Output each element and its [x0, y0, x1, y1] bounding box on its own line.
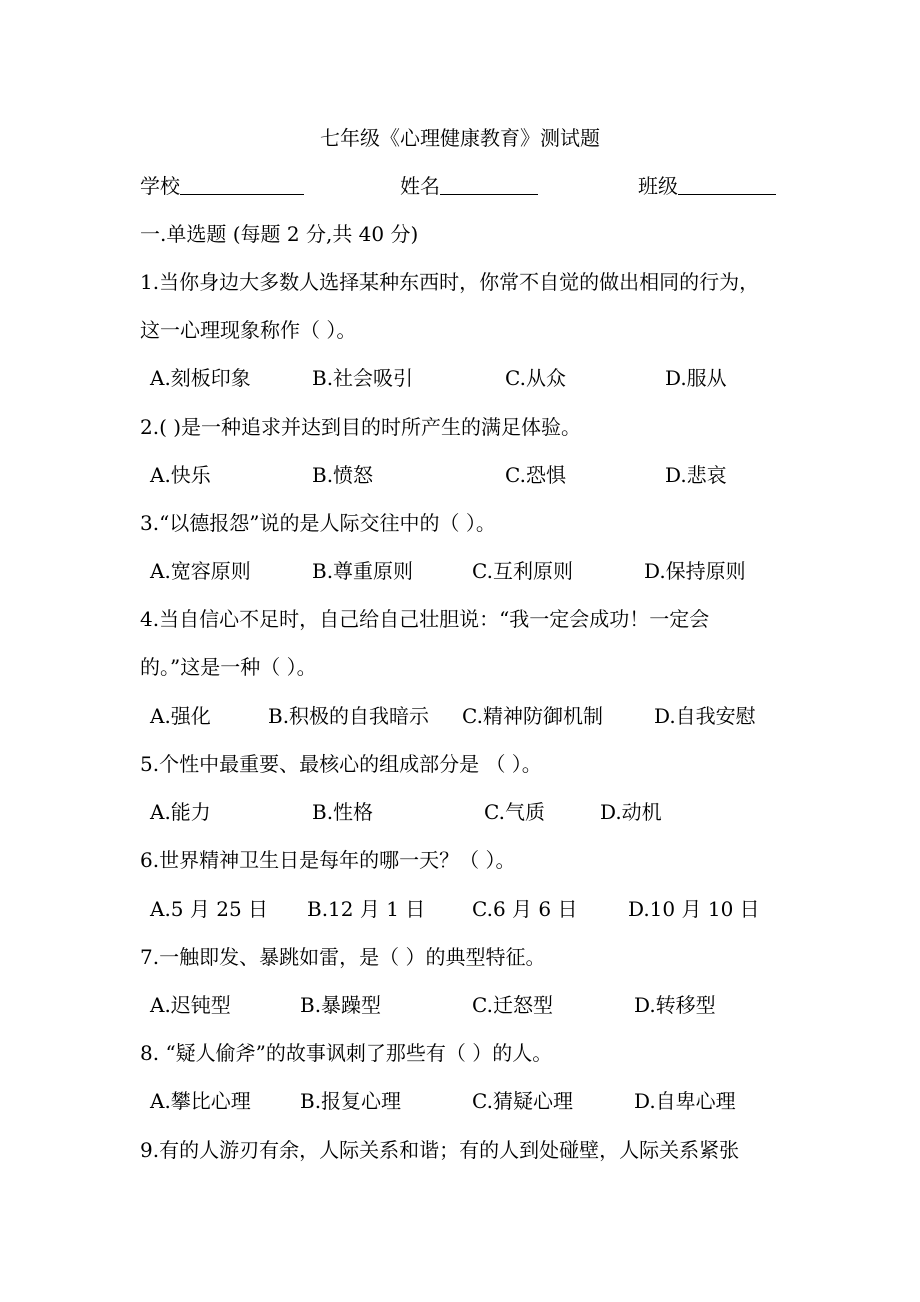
- class-blank[interactable]: [678, 172, 776, 195]
- name-label: 姓名: [400, 174, 440, 198]
- section-heading: 一.单选题 (每题 2 分,共 40 分): [140, 222, 419, 246]
- q6-option-c[interactable]: C.6 月 6 日: [472, 897, 578, 921]
- name-field: [400, 172, 538, 200]
- q5-option-b[interactable]: B.性格: [312, 800, 374, 824]
- q2-option-a[interactable]: A.快乐: [150, 463, 211, 487]
- q7-option-c[interactable]: C.迁怒型: [472, 993, 553, 1017]
- q2-option-c[interactable]: C.恐惧: [505, 463, 566, 487]
- q3-option-d[interactable]: D.保持原则: [644, 559, 746, 583]
- question-6-line-1: 6.世界精神卫生日是每年的哪一天？（ ）。: [140, 848, 516, 872]
- q5-option-d[interactable]: D.动机: [600, 800, 662, 824]
- q8-option-b[interactable]: B.报复心理: [300, 1089, 402, 1113]
- q7-option-b[interactable]: B.暴躁型: [300, 993, 382, 1017]
- school-field: [140, 172, 304, 200]
- page-title: 七年级《心理健康教育》测试题: [320, 126, 600, 150]
- q8-option-d[interactable]: D.自卑心理: [634, 1089, 736, 1113]
- q7-option-a[interactable]: A.迟钝型: [150, 993, 231, 1017]
- q4-option-d[interactable]: D.自我安慰: [654, 704, 756, 728]
- q5-option-c[interactable]: C.气质: [484, 800, 545, 824]
- q1-option-b[interactable]: B.社会吸引: [312, 366, 414, 390]
- question-7-line-1: 7.一触即发、暴跳如雷，是（ ）的典型特征。: [140, 945, 546, 969]
- q8-option-c[interactable]: C.猜疑心理: [472, 1089, 573, 1113]
- q4-option-a[interactable]: A.强化: [150, 704, 211, 728]
- q2-option-b[interactable]: B.愤怒: [312, 463, 374, 487]
- q1-option-a[interactable]: A.刻板印象: [150, 366, 251, 390]
- question-4-line-1: 4.当自信心不足时，自己给自己壮胆说：“我一定会成功！一定会: [140, 607, 710, 631]
- q2-option-d[interactable]: D.悲哀: [665, 463, 727, 487]
- q1-option-d[interactable]: D.服从: [665, 366, 727, 390]
- question-5-line-1: 5.个性中最重要、最核心的组成部分是 （ ）。: [140, 752, 542, 776]
- q3-option-a[interactable]: A.宽容原则: [150, 559, 251, 583]
- q6-option-a[interactable]: A.5 月 25 日: [150, 897, 269, 921]
- question-8-line-1: 8. “疑人偷斧”的故事讽刺了那些有（ ）的人。: [140, 1041, 553, 1065]
- school-blank[interactable]: [180, 172, 304, 195]
- q3-option-c[interactable]: C.互利原则: [472, 559, 573, 583]
- name-blank[interactable]: [440, 172, 538, 195]
- q8-option-a[interactable]: A.攀比心理: [150, 1089, 251, 1113]
- question-4-line-2: 的。”这是一种（ ）。: [140, 655, 317, 679]
- class-label: 班级: [638, 174, 678, 198]
- q6-option-b[interactable]: B.12 月 1 日: [307, 897, 426, 921]
- question-1-line-1: 1.当你身边大多数人选择某种东西时，你常不自觉的做出相同的行为，: [140, 270, 760, 294]
- q5-option-a[interactable]: A.能力: [150, 800, 211, 824]
- question-3-line-1: 3.“以德报怨”说的是人际交往中的（ ）。: [140, 511, 496, 535]
- question-1-line-2: 这一心理现象称作（ ）。: [140, 318, 357, 342]
- q1-option-c[interactable]: C.从众: [505, 366, 566, 390]
- q7-option-d[interactable]: D.转移型: [634, 993, 716, 1017]
- class-field: [638, 172, 776, 200]
- question-9-line-1: 9.有的人游刃有余，人际关系和谐；有的人到处碰壁，人际关系紧张: [140, 1138, 740, 1162]
- q6-option-d[interactable]: D.10 月 10 日: [628, 897, 760, 921]
- q4-option-b[interactable]: B.积极的自我暗示: [268, 704, 430, 728]
- question-2-line-1: 2.( )是一种追求并达到目的时所产生的满足体验。: [140, 415, 582, 439]
- school-label: 学校: [140, 174, 180, 198]
- q3-option-b[interactable]: B.尊重原则: [312, 559, 414, 583]
- q4-option-c[interactable]: C.精神防御机制: [462, 704, 603, 728]
